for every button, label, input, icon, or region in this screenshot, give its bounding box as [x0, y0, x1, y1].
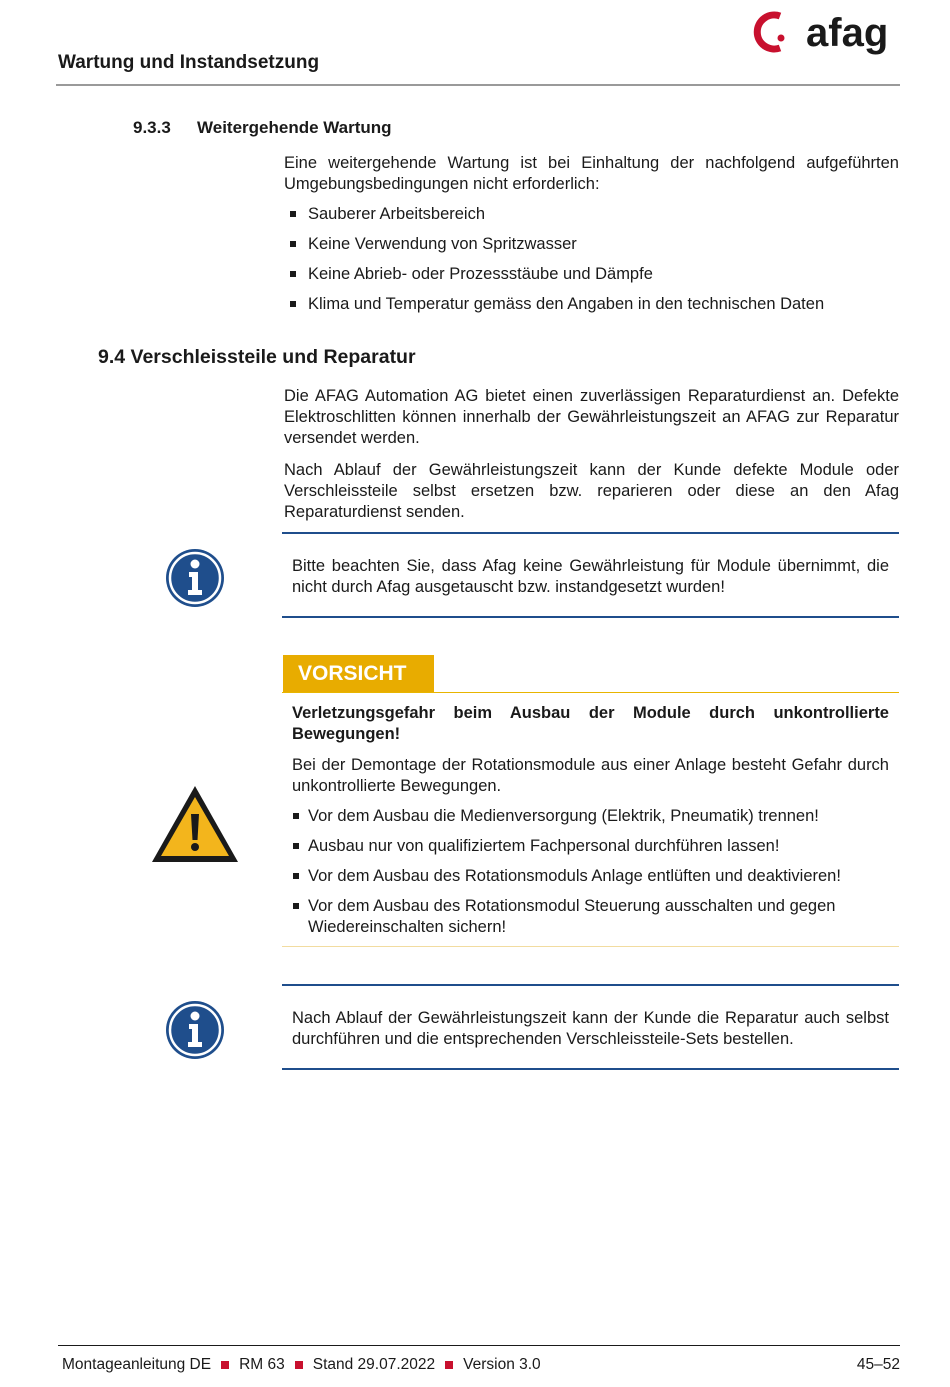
note-bottom-rule — [282, 1068, 899, 1070]
footer-document: Montageanleitung DE — [62, 1356, 212, 1373]
afag-logo-icon — [750, 8, 902, 58]
caution-heading: Verletzungsgefahr beim Ausbau der Module durch unkontrollierte Bewegungen! — [292, 704, 889, 743]
footer-info — [62, 1356, 541, 1374]
footer-separator — [295, 1361, 303, 1369]
page-header-title: Wartung und Instandsetzung — [58, 52, 320, 73]
footer-separator — [221, 1361, 229, 1369]
list-item: Vor dem Ausbau des Rotationsmodul Steuerung ausschalten und gegen Wiedereinschalten sichern! — [292, 896, 889, 938]
caution-top-rule — [282, 692, 899, 693]
subsection-title: Weitergehende Wartung — [197, 118, 392, 137]
list-item: Keine Verwendung von Spritzwasser — [284, 234, 899, 255]
repair-service-paragraph: Die AFAG Automation AG bietet einen zuverlässigen Reparaturdienst an. Defekte Elektroschlitten können innerhalb der Gewährleistungszeit an AFAG zur Reparatur versendet werden. — [284, 387, 899, 447]
header-divider — [56, 84, 900, 86]
note-bottom-rule — [282, 616, 899, 618]
warranty-note: Bitte beachten Sie, dass Afag keine Gewährleistung für Module übernimmt, die nicht durch Afag ausgetauscht bzw. instandgesetzt wurden! — [292, 557, 889, 596]
section-title: 9.4 Verschleissteile und Reparatur — [98, 346, 416, 368]
list-item: Keine Abrieb- oder Prozessstäube und Dämpfe — [284, 264, 899, 285]
warranty-expiry-paragraph: Nach Ablauf der Gewährleistungszeit kann der Kunde defekte Module oder Verschleissteile selbst ersetzen bzw. reparieren oder diese an den Afag Reparaturdienst senden. — [284, 461, 899, 521]
caution-warning-icon — [150, 784, 240, 864]
maintenance-conditions-list — [284, 204, 899, 324]
subsection-number: 9.3.3 — [133, 118, 171, 137]
list-item: Ausbau nur von qualifiziertem Fachpersonal durchführen lassen! — [292, 836, 889, 857]
list-item: Vor dem Ausbau die Medienversorgung (Elektrik, Pneumatik) trennen! — [292, 806, 889, 827]
note-top-rule — [282, 532, 899, 534]
caution-text: Bei der Demontage der Rotationsmodule aus einer Anlage besteht Gefahr durch unkontrollierte Bewegungen. — [292, 756, 889, 795]
footer-separator — [445, 1361, 453, 1369]
logo-wordmark: afag — [806, 11, 889, 55]
footer-divider — [58, 1345, 900, 1346]
footer-date: Stand 29.07.2022 — [312, 1356, 436, 1373]
info-note-icon — [164, 999, 226, 1066]
list-item: Klima und Temperatur gemäss den Angaben in den technischen Daten — [284, 294, 899, 315]
caution-bottom-rule — [282, 946, 899, 947]
list-item: Sauberer Arbeitsbereich — [284, 204, 899, 225]
warning-triangle-icon — [150, 784, 240, 864]
afag-logo — [750, 8, 902, 58]
note-top-rule — [282, 984, 899, 986]
page-number: 45–52 — [856, 1356, 900, 1373]
list-item: Vor dem Ausbau des Rotationsmoduls Anlage entlüften und deaktivieren! — [292, 866, 889, 887]
maintenance-intro: Eine weitergehende Wartung ist bei Einhaltung der nachfolgend aufgeführten Umgebungsbedingungen nicht erforderlich: — [284, 154, 899, 193]
footer-version: Version 3.0 — [463, 1356, 541, 1373]
caution-label: VORSICHT — [283, 655, 434, 692]
self-repair-note: Nach Ablauf der Gewährleistungszeit kann der Kunde die Reparatur auch selbst durchführen und die entsprechenden Verschleissteile-Sets bestellen. — [292, 1009, 889, 1048]
info-icon — [164, 547, 226, 609]
footer-model: RM 63 — [239, 1356, 285, 1373]
caution-steps-list — [292, 806, 889, 947]
info-icon — [164, 999, 226, 1061]
info-note-icon — [164, 547, 226, 614]
